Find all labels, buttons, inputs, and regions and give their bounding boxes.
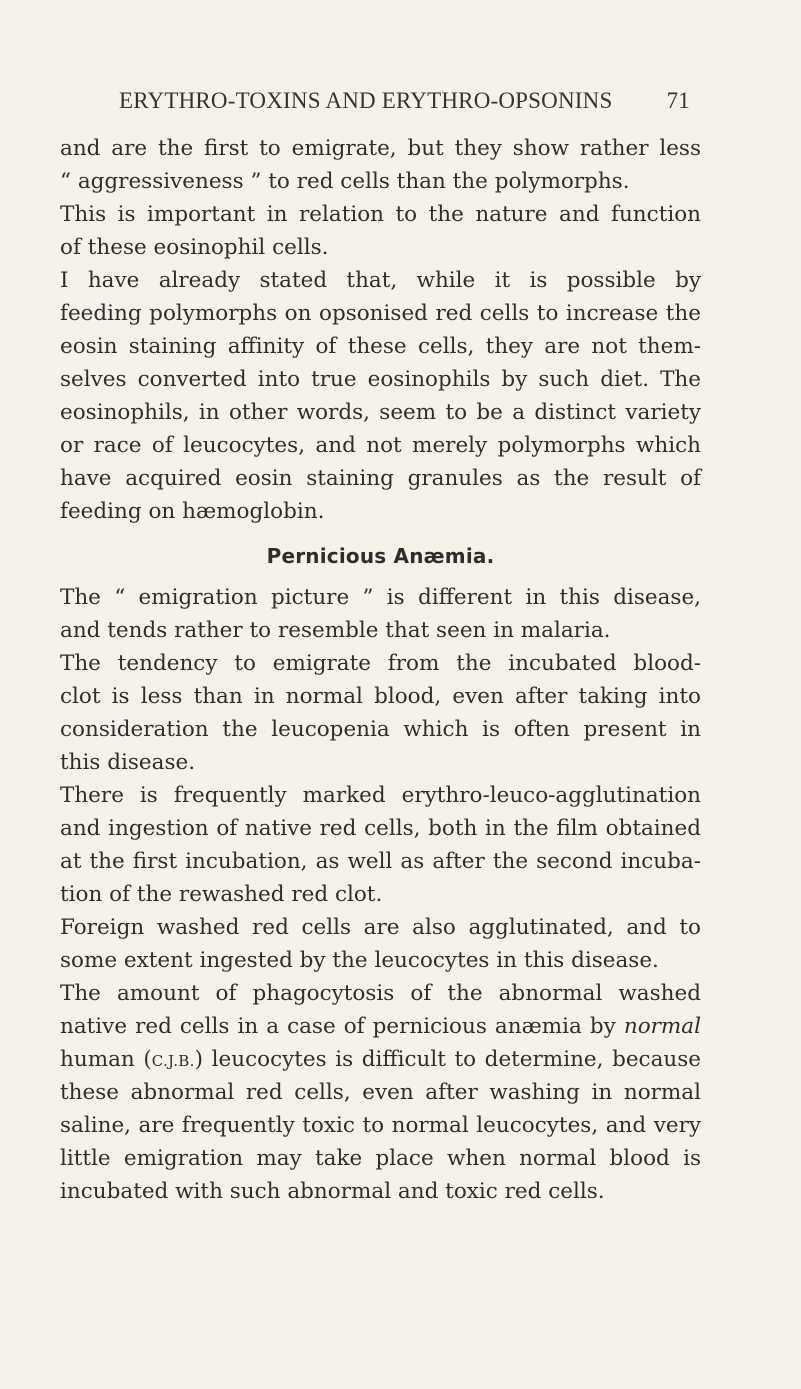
text-line: or race of leucocytes, and not merely polymorphs which (60, 433, 701, 458)
text-line: and ingestion of native red cells, both in the film obtained (60, 816, 701, 841)
text-line: feeding polymorphs on opsonised red cells to increase the (60, 301, 701, 326)
text-line: There is frequently marked erythro-leuco-agglutination (60, 783, 701, 808)
italic-word: normal (623, 1014, 701, 1039)
text-line: “ aggressiveness ” to red cells than the polymorphs. (60, 169, 630, 194)
text-line: this disease. (60, 750, 196, 775)
text-line: of these eosinophil cells. (60, 235, 329, 260)
text-line (60, 1010, 701, 1043)
text-line: and tends rather to resemble that seen in malaria. (60, 618, 611, 643)
text-line: at the first incubation, as well as after the second incuba- (60, 849, 701, 874)
paragraph (60, 132, 701, 198)
text-line: eosinophils, in other words, seem to be a distinct variety (60, 400, 701, 425)
text-line: and are the first to emigrate, but they show rather less (60, 136, 701, 161)
text-line: little emigration may take place when normal blood is (60, 1146, 701, 1171)
text-line: these abnormal red cells, even after washing in normal (60, 1080, 701, 1105)
initials: C.J.B. (151, 1052, 195, 1070)
text-line: incubated with such abnormal and toxic red cells. (60, 1179, 605, 1204)
text-line: The amount of phagocytosis of the abnormal washed (60, 981, 701, 1006)
text-line: Foreign washed red cells are also agglutinated, and to (60, 915, 701, 940)
section-heading: Pernicious Anæmia. (266, 544, 495, 568)
text-line: I have already stated that, while it is possible by (60, 268, 701, 293)
text-line: The tendency to emigrate from the incubated blood- (60, 651, 701, 676)
paragraph (60, 198, 701, 264)
paragraph (60, 581, 701, 647)
text-line: consideration the leucopenia which is often present in (60, 717, 701, 742)
text-segment: human ( (60, 1047, 152, 1072)
text-line: This is important in relation to the nature and function (60, 202, 701, 227)
paragraph (60, 911, 701, 977)
text-line (60, 1043, 701, 1076)
text-line: eosin staining affinity of these cells, they are not them- (60, 334, 701, 359)
text-line: some extent ingested by the leucocytes in this disease. (60, 948, 659, 973)
text-segment: native red cells in a case of pernicious anæmia by (60, 1014, 616, 1039)
body-text (60, 132, 701, 1208)
paragraph (60, 647, 701, 779)
text-line: selves converted into true eosinophils by such diet. The (60, 367, 701, 392)
text-line: tion of the rewashed red clot. (60, 882, 383, 907)
text-line: saline, are frequently toxic to normal leucocytes, and very (60, 1113, 701, 1138)
text-segment: ) leucocytes is difficult to determine, because (194, 1047, 702, 1072)
text-line: feeding on hæmoglobin. (60, 499, 325, 524)
page-number: 71 (666, 88, 690, 113)
text-line: clot is less than in normal blood, even after taking into (60, 684, 701, 709)
text-line: have acquired eosin staining granules as the result of (60, 466, 701, 491)
paragraph (60, 779, 701, 911)
running-head (119, 88, 690, 114)
paragraph (60, 977, 701, 1208)
paragraph (60, 264, 701, 528)
running-head-title: ERYTHRO-TOXINS AND ERYTHRO-OPSONINS (119, 88, 613, 113)
text-line: The “ emigration picture ” is different in this disease, (60, 585, 701, 610)
